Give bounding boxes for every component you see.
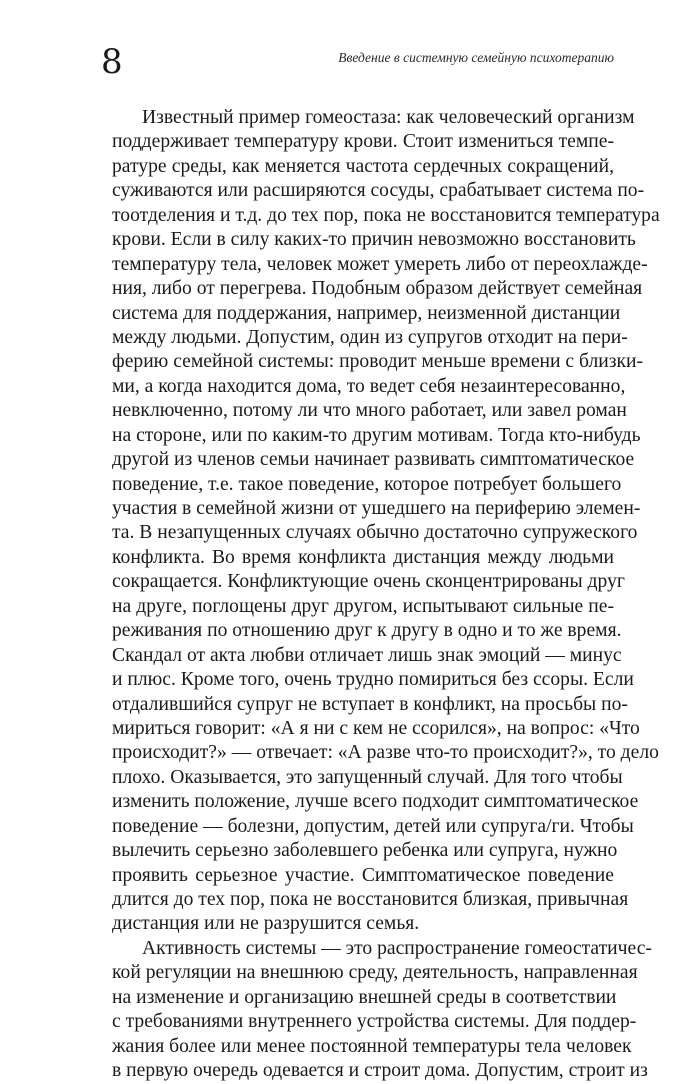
text-line: длится до тех пор, пока не восстановится близкая, привычная bbox=[112, 889, 629, 910]
text-line: плохо. Оказывается, это запущенный случай. Для того чтобы bbox=[112, 766, 623, 788]
text-line: Известный пример гомеостаза: как человеческий организм bbox=[142, 107, 635, 128]
body-text bbox=[112, 106, 660, 1084]
paragraph-1 bbox=[112, 106, 660, 937]
text-line: жания более или менее постоянной температуры тела человек bbox=[112, 1035, 632, 1057]
text-line: Активность системы — это распространение гомеостатичес- bbox=[142, 937, 652, 959]
text-line: конфликта. Во время конфликта дистанция между людьми bbox=[112, 546, 614, 568]
text-line: крови. Если в силу каких-то причин невозможно восстановить bbox=[112, 229, 636, 251]
text-line: поддерживает температуру крови. Стоит измениться темпе- bbox=[112, 131, 614, 153]
text-line: на стороне, или по каким-то другим мотивам. Тогда кто-нибудь bbox=[112, 424, 641, 446]
text-line: на изменение и организацию внешней среды в соответствии bbox=[112, 986, 617, 1008]
text-line: ратуре среды, как меняется частота сердечных сокращений, bbox=[112, 155, 614, 177]
text-line: вылечить серьезно заболевшего ребенка или супруга, нужно bbox=[112, 840, 618, 862]
text-line: поведение — болезни, допустим, детей или супруга/ги. Чтобы bbox=[112, 815, 634, 837]
text-line: Скандал от акта любви отличает лишь знак эмоций — минус bbox=[112, 644, 622, 666]
text-line: изменить положение, лучше всего подходит симптоматическое bbox=[112, 791, 639, 813]
text-line: проявить серьезное участие. Симптоматическое поведение bbox=[112, 864, 614, 886]
paragraph-2 bbox=[112, 937, 652, 1084]
text-line: с требованиями внутреннего устройства системы. Для поддер- bbox=[112, 1011, 637, 1033]
text-line: ферию семейной системы: проводит меньше времени с близки- bbox=[112, 351, 644, 373]
text-line: другой из членов семьи начинает развивать симптоматическое bbox=[112, 449, 635, 471]
text-line: происходит?» — отвечает: «А разве что-то происходит?», то дело bbox=[112, 742, 659, 764]
text-line: участия в семейной жизни от ушедшего на периферию элемен- bbox=[112, 498, 641, 519]
text-line: и плюс. Кроме того, очень трудно помириться без ссоры. Если bbox=[112, 669, 634, 691]
text-line: температуру тела, человек может умереть либо от переохлажде- bbox=[112, 253, 648, 275]
text-line: тоотделения и т.д. до тех пор, пока не восстановится температура bbox=[112, 204, 660, 226]
text-line: ния, либо от перегрева. Подобным образом действует семейная bbox=[112, 278, 643, 300]
text-line: в первую очередь одевается и строит дома. Допустим, строит из bbox=[112, 1060, 648, 1082]
text-line: между людьми. Допустим, один из супругов отходит на пери- bbox=[112, 326, 628, 348]
text-line: кой регуляции на внешнюю среду, деятельность, направленная bbox=[112, 962, 638, 984]
text-line: суживаются или расширяются сосуды, срабатывает система по- bbox=[112, 180, 645, 202]
text-line: мириться говорит: «А я ни с кем не ссорился», на вопрос: «Что bbox=[112, 717, 640, 739]
text-line: сокращается. Конфликтующие очень сконцентрированы друг bbox=[112, 571, 625, 593]
text-line: та. В незапущенных случаях обычно достаточно супружеского bbox=[112, 522, 638, 544]
text-line: реживания по отношению друг к другу в одно и то же время. bbox=[112, 620, 622, 642]
page-number: 8 bbox=[101, 42, 123, 82]
text-line: отдалившийся супруг не вступает в конфликт, на просьбы по- bbox=[112, 693, 628, 715]
text-line: дистанция или не разрушится семья. bbox=[112, 913, 420, 935]
text-line: поведение, т.е. такое поведение, которое потребует большего bbox=[112, 473, 622, 495]
text-line: система для поддержания, например, неизменной дистанции bbox=[112, 302, 621, 324]
text-line: невключенно, потому ли что много работает, или завел роман bbox=[112, 400, 627, 422]
text-line: ми, а когда находится дома, то ведет себя незаинтересованно, bbox=[112, 375, 626, 397]
running-head: Введение в системную семейную психотерапию bbox=[338, 50, 614, 65]
text-line: на друге, поглощены друг другом, испытывают сильные пе- bbox=[112, 595, 614, 617]
